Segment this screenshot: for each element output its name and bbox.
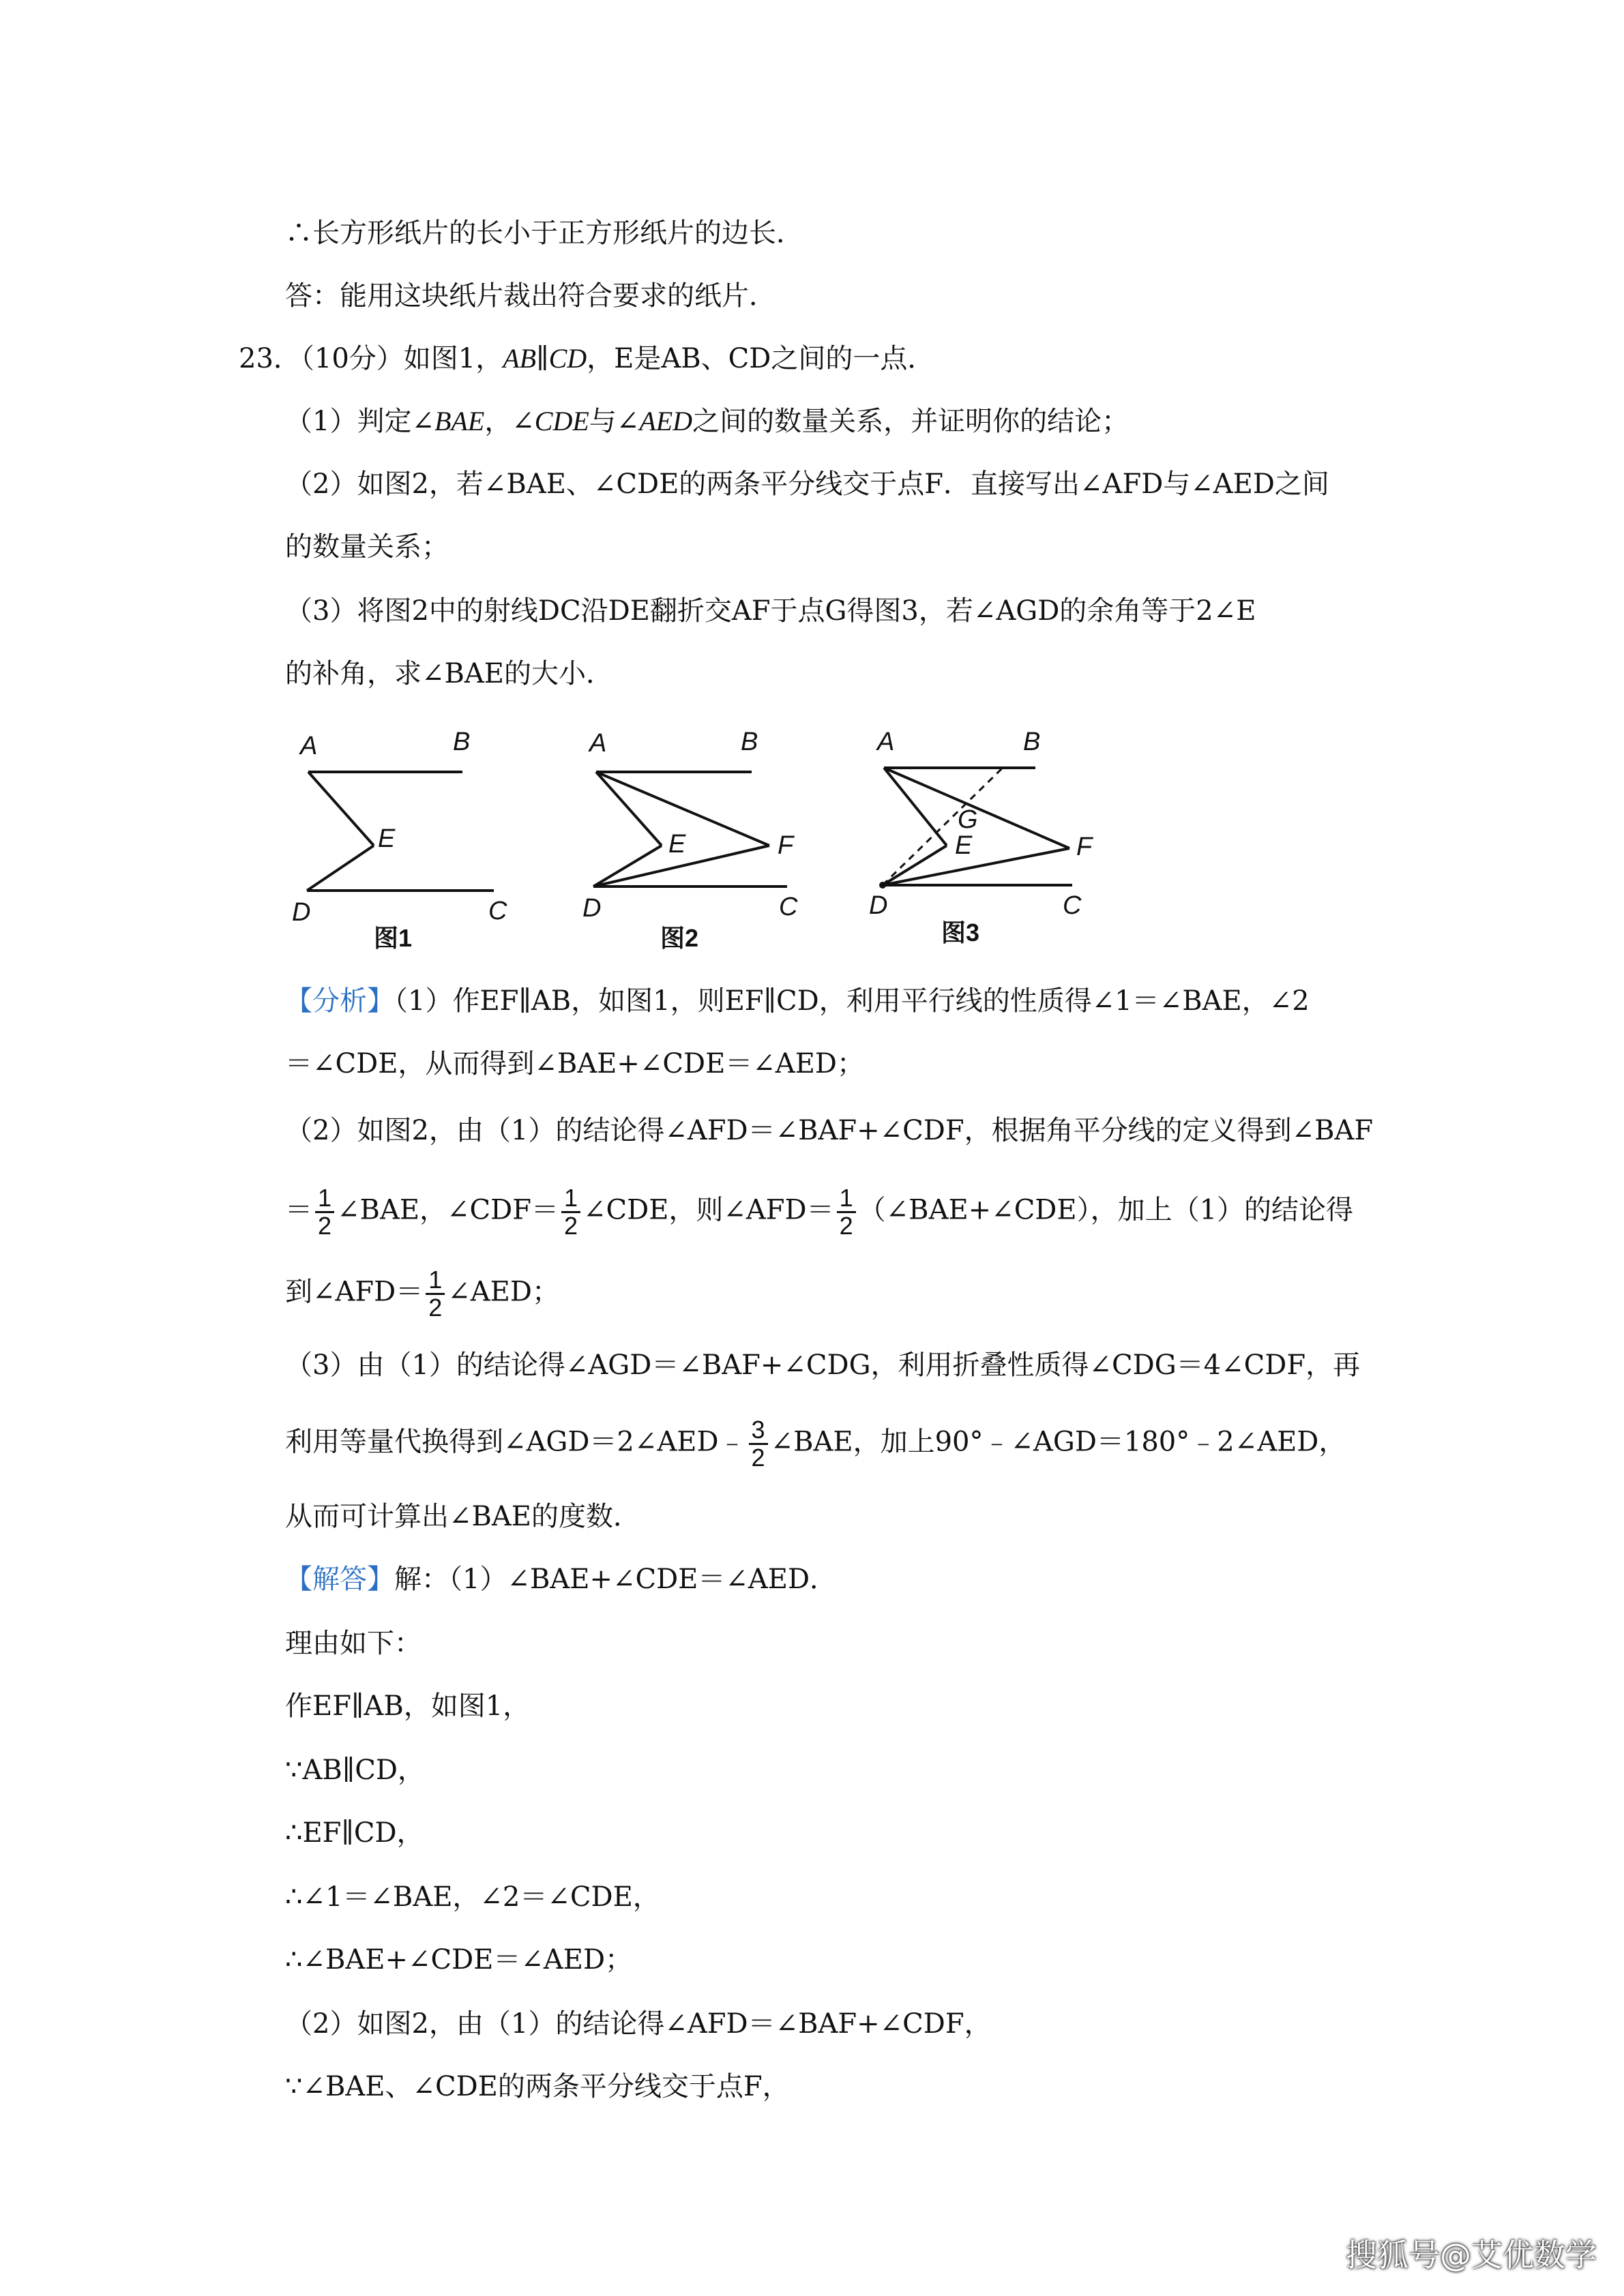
fraction-three-halves bbox=[749, 1417, 768, 1471]
label-d: D bbox=[582, 894, 602, 923]
text-line: ∴长方形纸片的长小于正方形纸片的边长． bbox=[285, 218, 803, 249]
math-cde: CDE bbox=[534, 406, 589, 436]
math-bae: BAE bbox=[434, 406, 485, 436]
label-b: B bbox=[453, 728, 471, 756]
fraction-denominator: 2 bbox=[318, 1212, 332, 1240]
question-text: ，E是AB、CD之间的一点． bbox=[587, 343, 935, 374]
analysis-3-end: 从而可计算出∠BAE的度数． bbox=[285, 1501, 640, 1532]
fraction-numerator: 3 bbox=[749, 1417, 768, 1445]
part-text: 之间的数量关系，并证明你的结论； bbox=[692, 406, 1130, 437]
analysis-text: ∠CDE，则∠AFD＝ bbox=[583, 1194, 834, 1226]
solution-line: （2）如图2，由（1）的结论得∠AFD＝∠BAF+∠CDF， bbox=[285, 2008, 992, 2040]
fraction-denominator: 2 bbox=[751, 1444, 765, 1472]
question-math: AB∥CD bbox=[503, 343, 587, 374]
solution-line: ∵∠BAE、∠CDE的两条平分线交于点F， bbox=[285, 2071, 790, 2102]
label-f: F bbox=[778, 831, 794, 860]
label-c: C bbox=[779, 893, 798, 921]
solution-line: ∴∠1＝∠BAE，∠2＝∠CDE， bbox=[285, 1881, 660, 1913]
fraction-half bbox=[426, 1267, 445, 1321]
part-2-cont: 的数量关系； bbox=[285, 531, 449, 563]
analysis-3-cont bbox=[285, 1417, 1346, 1471]
part-text: （1）判定∠ bbox=[285, 406, 434, 437]
figure-2 bbox=[573, 723, 818, 955]
solution-line: 作EF∥AB，如图1， bbox=[285, 1690, 531, 1722]
analysis-text: （1）作EF∥AB，如图1，则EF∥CD，利用平行线的性质得∠1＝∠BAE，∠2 bbox=[394, 985, 1310, 1017]
analysis-2-end bbox=[285, 1267, 559, 1321]
line-ae bbox=[884, 768, 947, 846]
label-c: C bbox=[1063, 891, 1082, 920]
figure-caption: 图3 bbox=[941, 919, 980, 946]
part-2: （2）如图2，若∠BAE、∠CDE的两条平分线交于点F．直接写出∠AFD与∠AED之间 bbox=[285, 468, 1329, 500]
point-d bbox=[879, 882, 886, 889]
line-ae bbox=[596, 772, 662, 846]
text-line: 答：能用这块纸片裁出符合要求的纸片． bbox=[285, 280, 776, 312]
analysis-1 bbox=[285, 982, 1310, 1020]
analysis-text: （∠BAE+∠CDE），加上（1）的结论得 bbox=[858, 1194, 1354, 1226]
label-d: D bbox=[869, 891, 888, 920]
fraction-numerator: 1 bbox=[315, 1185, 334, 1213]
part-text: ，∠ bbox=[484, 406, 535, 437]
fraction-denominator: 2 bbox=[839, 1212, 853, 1240]
figure-1 bbox=[286, 723, 518, 955]
part-text: 与∠ bbox=[589, 406, 640, 437]
label-e: E bbox=[668, 830, 686, 859]
figure-caption: 图2 bbox=[660, 924, 699, 952]
figure-caption: 图1 bbox=[374, 924, 413, 952]
analysis-2: （2）如图2，由（1）的结论得∠AFD＝∠BAF+∠CDF，根据角平分线的定义得到∠BAF bbox=[285, 1115, 1374, 1146]
label-f: F bbox=[1076, 833, 1093, 861]
part-1 bbox=[285, 402, 1129, 441]
analysis-text: ∠BAE，加上90°﹣∠AGD＝180°﹣2∠AED， bbox=[770, 1426, 1346, 1458]
analysis-3: （3）由（1）的结论得∠AGD＝∠BAF+∠CDG，利用折叠性质得∠CDG＝4∠CDF，再 bbox=[285, 1350, 1361, 1381]
solution-text: 解：（1）∠BAE+∠CDE＝∠AED． bbox=[394, 1564, 838, 1595]
solution-line: ∵AB∥CD， bbox=[285, 1755, 425, 1786]
label-g: G bbox=[958, 805, 978, 834]
line-ae bbox=[308, 772, 374, 846]
figure-3 bbox=[861, 723, 1106, 955]
solution-line: ∴EF∥CD， bbox=[285, 1817, 424, 1849]
analysis-text: ∠AED； bbox=[447, 1276, 559, 1308]
analysis-text: ∠BAE，∠CDF＝ bbox=[337, 1194, 559, 1226]
label-c: C bbox=[488, 897, 507, 925]
fraction-numerator: 1 bbox=[837, 1185, 856, 1213]
part-3-cont: 的补角，求∠BAE的大小． bbox=[285, 658, 613, 689]
math-aed: AED bbox=[639, 406, 693, 436]
solution-line: 理由如下： bbox=[285, 1628, 422, 1659]
label-b: B bbox=[741, 728, 758, 756]
fraction-half bbox=[837, 1185, 856, 1239]
label-a: A bbox=[877, 728, 895, 756]
label-a: A bbox=[589, 729, 607, 758]
solution-1 bbox=[285, 1560, 837, 1598]
analysis-2-cont bbox=[285, 1185, 1353, 1239]
fraction-denominator: 2 bbox=[428, 1294, 443, 1322]
solution-line: ∴∠BAE+∠CDE＝∠AED； bbox=[285, 1944, 633, 1976]
watermark: 搜狐号@艾优数学 bbox=[1346, 2237, 1597, 2273]
analysis-1-cont: ＝∠CDE，从而得到∠BAE+∠CDE＝∠AED； bbox=[285, 1048, 864, 1079]
part-3: （3）将图2中的射线DC沿DE翻折交AF于点G得图3，若∠AGD的余角等于2∠E bbox=[285, 595, 1256, 627]
label-e: E bbox=[955, 831, 973, 860]
fraction-numerator: 1 bbox=[561, 1185, 580, 1213]
label-d: D bbox=[292, 898, 311, 927]
question-title bbox=[239, 340, 934, 378]
line-ed bbox=[307, 846, 374, 891]
analysis-text: ＝ bbox=[285, 1194, 312, 1226]
line-dg-folded bbox=[883, 768, 1003, 885]
analysis-tag: 【分析】 bbox=[285, 985, 394, 1017]
solution-tag: 【解答】 bbox=[285, 1564, 394, 1595]
label-a: A bbox=[300, 732, 318, 760]
fraction-half bbox=[561, 1185, 580, 1239]
fraction-denominator: 2 bbox=[563, 1212, 578, 1240]
question-number: 23．（10分）如图1， bbox=[239, 343, 503, 374]
fraction-numerator: 1 bbox=[426, 1267, 445, 1295]
fraction-half bbox=[315, 1185, 334, 1239]
line-ed bbox=[593, 846, 662, 886]
analysis-text: 利用等量代换得到∠AGD＝2∠AED﹣ bbox=[285, 1426, 746, 1458]
label-b: B bbox=[1023, 728, 1041, 756]
label-e: E bbox=[378, 824, 396, 853]
analysis-text: 到∠AFD＝ bbox=[285, 1276, 424, 1308]
